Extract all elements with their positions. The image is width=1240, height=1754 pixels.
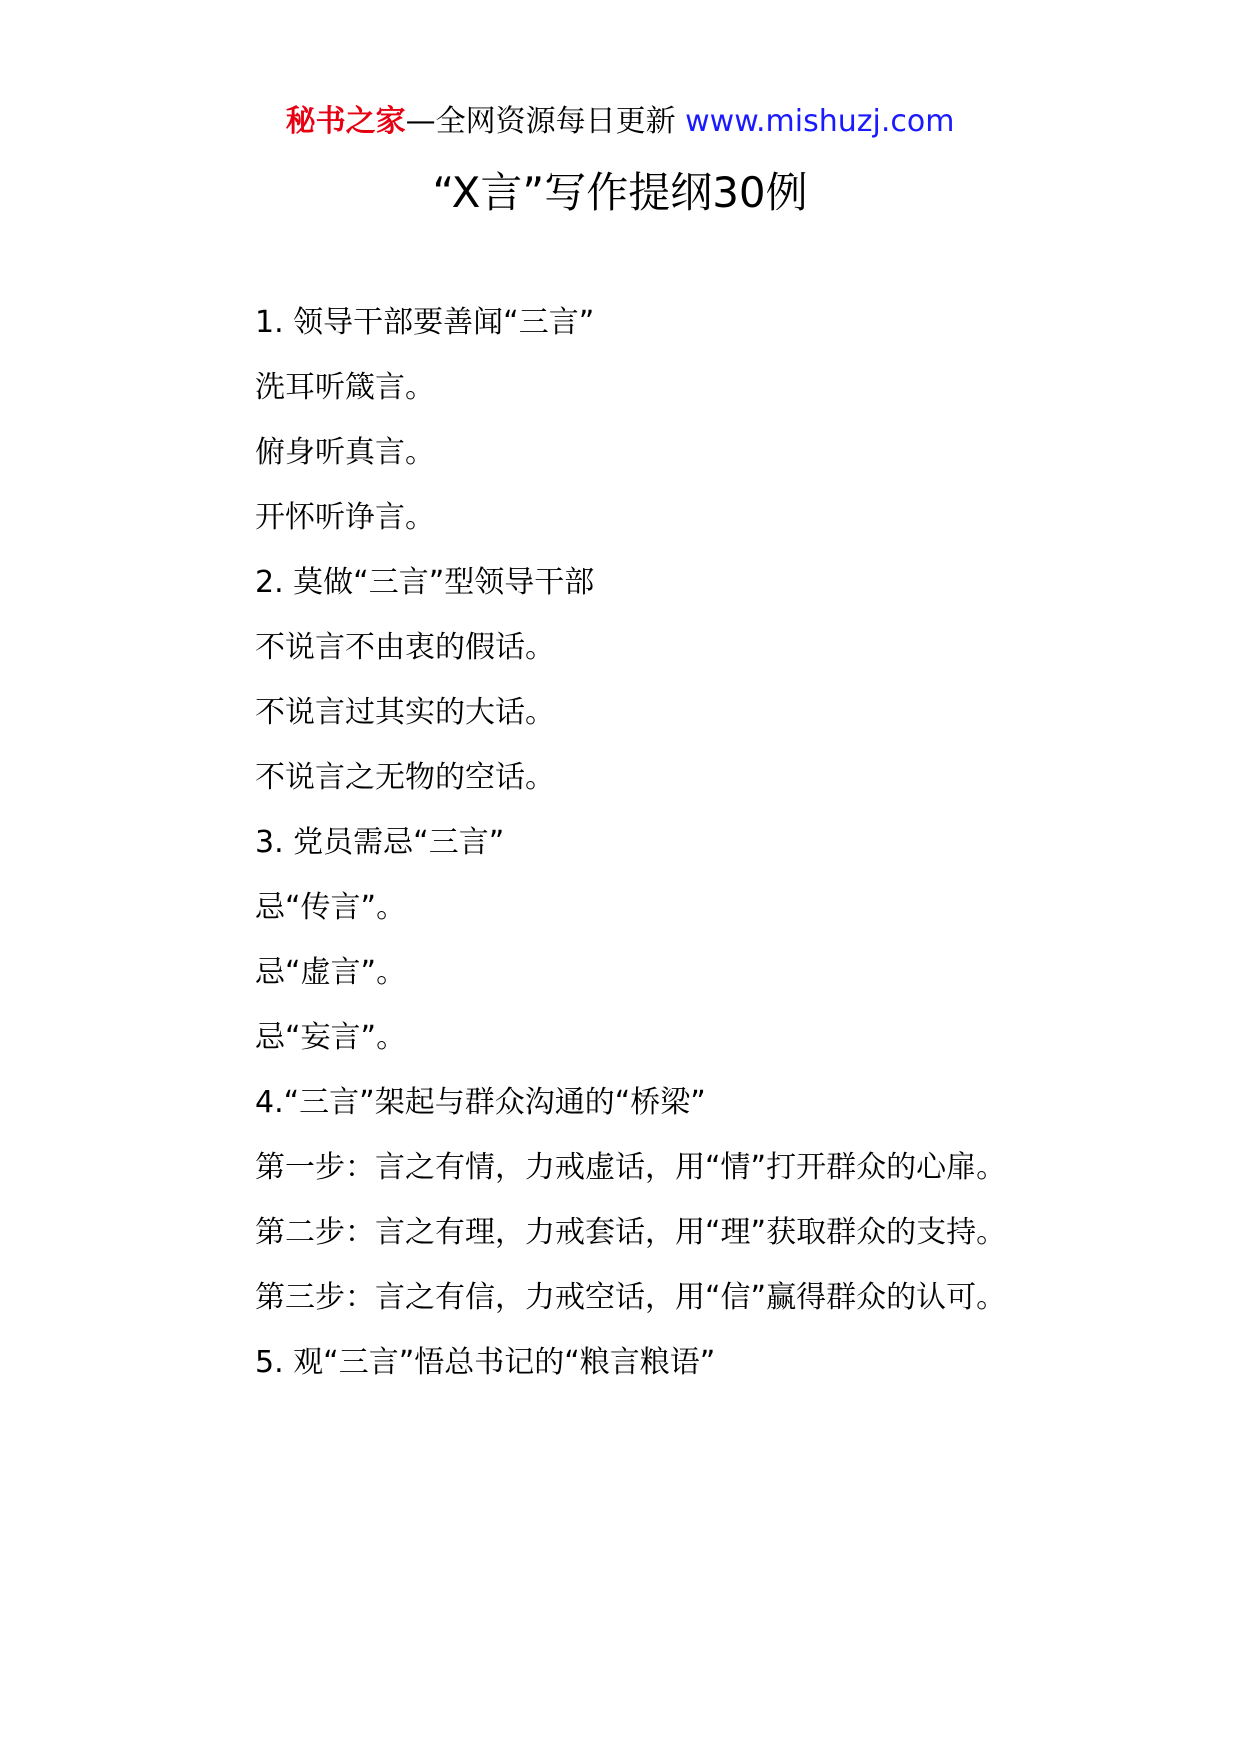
body-paragraph: 忌“传言”。 xyxy=(255,890,407,925)
heading-1: 1. 领导干部要善闻“三言” xyxy=(255,305,595,340)
heading-4: 4.“三言”架起与群众沟通的“桥梁” xyxy=(255,1085,706,1120)
body-paragraph: 不说言过其实的大话。 xyxy=(255,695,555,730)
document-title: “X言”写作提纲30例 xyxy=(432,168,808,217)
site-url-link[interactable]: www.mishuzj.com xyxy=(685,104,955,139)
body-paragraph: 俯身听真言。 xyxy=(255,435,435,470)
heading-2: 2. 莫做“三言”型领导干部 xyxy=(255,565,595,600)
site-header xyxy=(0,102,1240,142)
site-tagline: —全网资源每日更新 xyxy=(405,104,686,139)
body-paragraph: 第三步：言之有信，力戒空话，用“信”赢得群众的认可。 xyxy=(255,1280,1007,1315)
body-paragraph: 不说言之无物的空话。 xyxy=(255,760,555,795)
body-paragraph: 忌“虚言”。 xyxy=(255,955,407,990)
heading-5: 5. 观“三言”悟总书记的“粮言粮语” xyxy=(255,1345,716,1380)
body-paragraph: 第二步：言之有理，力戒套话，用“理”获取群众的支持。 xyxy=(255,1215,1007,1250)
body-paragraph: 不说言不由衷的假话。 xyxy=(255,630,555,665)
body-paragraph: 开怀听诤言。 xyxy=(255,500,435,535)
document-body xyxy=(187,290,1057,1395)
body-paragraph: 洗耳听箴言。 xyxy=(255,370,435,405)
heading-3: 3. 党员需忌“三言” xyxy=(255,825,505,860)
body-paragraph: 忌“妄言”。 xyxy=(255,1020,407,1055)
body-paragraph: 第一步：言之有情，力戒虚话，用“情”打开群众的心扉。 xyxy=(255,1150,1007,1185)
site-brand: 秘书之家 xyxy=(285,104,406,139)
